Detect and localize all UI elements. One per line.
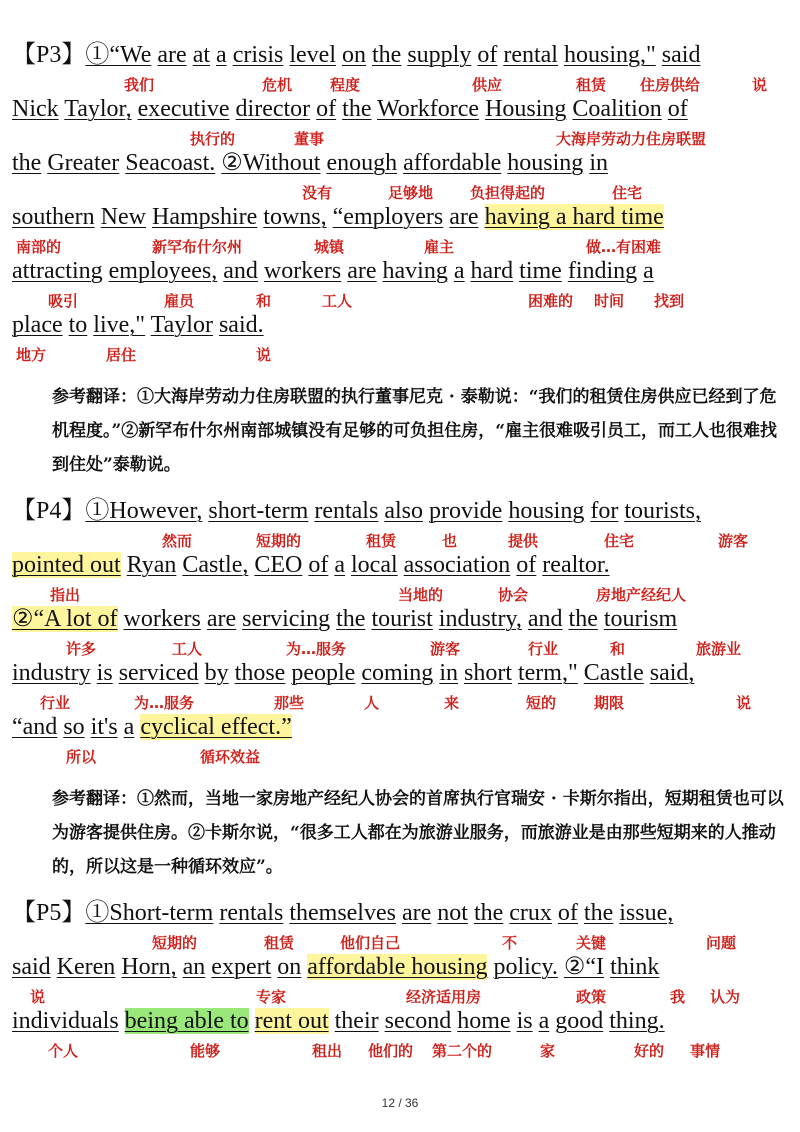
word: level bbox=[289, 42, 336, 68]
gloss: 雇员 bbox=[164, 292, 195, 310]
gloss: 政策 bbox=[576, 988, 607, 1006]
p5-gloss-2 bbox=[0, 986, 800, 1008]
word: is bbox=[96, 660, 113, 686]
p4-gloss-3 bbox=[0, 638, 800, 660]
gloss: 说 bbox=[256, 346, 272, 364]
word: issue, bbox=[619, 900, 674, 926]
word: and bbox=[223, 258, 258, 284]
word: for bbox=[590, 498, 619, 524]
highlighted-phrase: pointed out bbox=[12, 552, 121, 578]
word: in bbox=[589, 150, 608, 176]
word: short-term bbox=[208, 498, 309, 524]
translation-label: 参考翻译： bbox=[52, 789, 137, 809]
gloss: 城镇 bbox=[314, 238, 345, 256]
gloss: 新罕布什尔州 bbox=[152, 238, 243, 256]
gloss: 吸引 bbox=[48, 292, 79, 310]
word: crux bbox=[509, 900, 552, 926]
p5-gloss-3 bbox=[0, 1040, 800, 1062]
word: the bbox=[12, 150, 42, 176]
gloss: 许多 bbox=[66, 640, 97, 658]
word: a bbox=[643, 258, 654, 284]
word: policy. bbox=[493, 954, 558, 980]
word: place bbox=[12, 312, 63, 338]
word: the bbox=[583, 900, 614, 926]
p4-line-2 bbox=[12, 550, 610, 580]
word: on bbox=[277, 954, 302, 980]
word: ①“We bbox=[85, 42, 152, 68]
word: also bbox=[384, 498, 423, 524]
gloss: 旅游业 bbox=[696, 640, 742, 658]
word: a bbox=[216, 42, 227, 68]
gloss: 和 bbox=[256, 292, 272, 310]
gloss: 南部的 bbox=[16, 238, 62, 256]
gloss: 好的 bbox=[634, 1042, 665, 1060]
word: New bbox=[100, 204, 146, 230]
gloss: 所以 bbox=[66, 748, 97, 766]
word: the bbox=[568, 606, 598, 632]
p3-gloss-2 bbox=[0, 128, 800, 150]
gloss: 期限 bbox=[594, 694, 625, 712]
word: housing bbox=[507, 150, 584, 176]
gloss: 危机 bbox=[262, 76, 293, 94]
gloss: 协会 bbox=[498, 586, 529, 604]
word: Coalition bbox=[572, 96, 662, 122]
word: local bbox=[351, 552, 398, 578]
para-marker-p3: 【P3】 bbox=[12, 42, 86, 68]
gloss: 工人 bbox=[172, 640, 203, 658]
gloss: 短期的 bbox=[256, 532, 302, 550]
word: Seacoast. bbox=[125, 150, 216, 176]
word: workers bbox=[123, 606, 201, 632]
gloss: 困难的 bbox=[528, 292, 574, 310]
word: finding bbox=[567, 258, 638, 284]
gloss: 为…服务 bbox=[134, 694, 195, 712]
gloss: 家 bbox=[540, 1042, 556, 1060]
p3-translation bbox=[12, 380, 788, 482]
word: of bbox=[667, 96, 688, 122]
gloss: 说 bbox=[752, 76, 768, 94]
word: of bbox=[557, 900, 578, 926]
p5-gloss-1 bbox=[0, 932, 800, 954]
word: think bbox=[610, 954, 660, 980]
word: second bbox=[384, 1008, 452, 1034]
word: expert bbox=[211, 954, 272, 980]
word: people bbox=[291, 660, 356, 686]
word: term," bbox=[517, 660, 578, 686]
word: it's bbox=[90, 714, 118, 740]
p5-line-3 bbox=[12, 1006, 665, 1036]
word: “employers bbox=[332, 204, 444, 230]
word: servicing bbox=[242, 606, 331, 632]
word: the bbox=[473, 900, 504, 926]
gloss: 租赁 bbox=[264, 934, 295, 952]
word: an bbox=[182, 954, 206, 980]
translation-text: ①然而，当地一家房地产经纪人协会的首席执行官瑞安 · 卡斯尔指出，短期租赁也可以为游客提供住房。②卡斯尔说，“很多工人都在为旅游业服务，而旅游业是由那些短期来的人推动的，所以这是一种循环效应”。 bbox=[52, 789, 784, 877]
word: housing bbox=[508, 498, 585, 524]
para-marker-p5: 【P5】 bbox=[12, 900, 86, 926]
gloss: 认为 bbox=[710, 988, 741, 1006]
p3-gloss-6 bbox=[0, 344, 800, 366]
gloss: 经济适用房 bbox=[406, 988, 482, 1006]
p4-line-5 bbox=[12, 712, 292, 742]
word: coming bbox=[361, 660, 434, 686]
gloss: 他们自己 bbox=[340, 934, 401, 952]
highlighted-phrase: affordable housing bbox=[307, 954, 488, 980]
word: is bbox=[516, 1008, 533, 1034]
word: their bbox=[334, 1008, 379, 1034]
word: are bbox=[157, 42, 187, 68]
word: affordable bbox=[403, 150, 502, 176]
gloss: 问题 bbox=[706, 934, 737, 952]
p3-gloss-1 bbox=[0, 74, 800, 96]
highlighted-phrase: ②“A lot of bbox=[12, 606, 118, 632]
word: industry, bbox=[438, 606, 522, 632]
word: Keren bbox=[56, 954, 116, 980]
p5-line-1 bbox=[12, 898, 673, 928]
word: of bbox=[316, 96, 337, 122]
word: time bbox=[519, 258, 562, 284]
gloss: 指出 bbox=[50, 586, 81, 604]
p3-gloss-5 bbox=[0, 290, 800, 312]
gloss: 房地产经纪人 bbox=[596, 586, 687, 604]
word: Castle bbox=[583, 660, 644, 686]
word: executive bbox=[137, 96, 230, 122]
word: Workforce bbox=[377, 96, 480, 122]
gloss: 第二个的 bbox=[432, 1042, 493, 1060]
word: a bbox=[538, 1008, 550, 1034]
word: Nick bbox=[12, 96, 59, 122]
p3-gloss-3 bbox=[0, 182, 800, 204]
p3-line-2 bbox=[12, 94, 688, 124]
gloss: 人 bbox=[364, 694, 380, 712]
word: housing," bbox=[563, 42, 656, 68]
p3-line-4 bbox=[12, 202, 664, 232]
word: so bbox=[63, 714, 85, 740]
gloss: 工人 bbox=[322, 292, 353, 310]
highlighted-phrase: cyclical effect.” bbox=[140, 714, 292, 740]
p4-line-3 bbox=[12, 604, 677, 634]
word: serviced bbox=[118, 660, 199, 686]
para-marker-p4: 【P4】 bbox=[12, 498, 86, 524]
word: of bbox=[516, 552, 537, 578]
gloss: 他们的 bbox=[368, 1042, 414, 1060]
word: and bbox=[527, 606, 563, 632]
word: are bbox=[347, 258, 377, 284]
word: ②Without bbox=[221, 150, 321, 176]
gloss: 能够 bbox=[190, 1042, 221, 1060]
gloss: 雇主 bbox=[424, 238, 455, 256]
word: provide bbox=[429, 498, 503, 524]
gloss: 提供 bbox=[508, 532, 539, 550]
gloss: 说 bbox=[736, 694, 752, 712]
word: Greater bbox=[47, 150, 120, 176]
gloss: 循环效益 bbox=[200, 748, 261, 766]
gloss: 供应 bbox=[472, 76, 503, 94]
word: at bbox=[192, 42, 211, 68]
word: Taylor, bbox=[64, 96, 132, 122]
gloss: 程度 bbox=[330, 76, 361, 94]
word: ②“I bbox=[563, 954, 605, 980]
word: Horn, bbox=[121, 954, 177, 980]
p4-gloss-2 bbox=[0, 584, 800, 606]
word: on bbox=[342, 42, 366, 68]
page-number: 12 / 36 bbox=[381, 1096, 419, 1110]
word: Taylor bbox=[150, 312, 213, 338]
word: the bbox=[336, 606, 366, 632]
word: Castle, bbox=[182, 552, 249, 578]
highlighted-phrase-green: being able to bbox=[124, 1008, 249, 1034]
p3-line-3 bbox=[12, 148, 608, 178]
gloss: 足够地 bbox=[388, 184, 434, 202]
gloss: 大海岸劳动力住房联盟 bbox=[556, 130, 707, 148]
gloss: 找到 bbox=[654, 292, 685, 310]
word: said, bbox=[649, 660, 695, 686]
p4-translation bbox=[12, 782, 788, 884]
gloss: 负担得起的 bbox=[470, 184, 546, 202]
word: themselves bbox=[289, 900, 396, 926]
p4-gloss-4 bbox=[0, 692, 800, 714]
word: realtor. bbox=[542, 552, 610, 578]
p4-gloss-5 bbox=[0, 746, 800, 768]
word: CEO bbox=[254, 552, 303, 578]
gloss: 游客 bbox=[718, 532, 749, 550]
word: said. bbox=[218, 312, 264, 338]
gloss: 和 bbox=[610, 640, 626, 658]
gloss: 执行的 bbox=[190, 130, 236, 148]
gloss: 做…有困难 bbox=[586, 238, 662, 256]
gloss: 我 bbox=[670, 988, 686, 1006]
gloss: 关键 bbox=[576, 934, 607, 952]
word: in bbox=[439, 660, 458, 686]
gloss: 住宅 bbox=[604, 532, 635, 550]
word: towns, bbox=[263, 204, 327, 230]
word: tourist bbox=[371, 606, 433, 632]
gloss: 游客 bbox=[430, 640, 461, 658]
word: enough bbox=[326, 150, 398, 176]
word: a bbox=[123, 714, 135, 740]
word: good bbox=[555, 1008, 604, 1034]
p3-line-5 bbox=[12, 256, 654, 286]
gloss: 我们 bbox=[124, 76, 155, 94]
gloss: 租赁 bbox=[576, 76, 607, 94]
highlighted-phrase: rent out bbox=[254, 1008, 329, 1034]
gloss: 居住 bbox=[106, 346, 137, 364]
p4-line-1 bbox=[12, 496, 701, 526]
gloss: 当地的 bbox=[398, 586, 444, 604]
gloss: 住房供给 bbox=[640, 76, 701, 94]
word: rental bbox=[503, 42, 558, 68]
highlighted-phrase: having a hard time bbox=[484, 204, 664, 230]
word: employees, bbox=[108, 258, 218, 284]
word: are bbox=[449, 204, 479, 230]
word: Housing bbox=[485, 96, 567, 122]
gloss: 时间 bbox=[594, 292, 625, 310]
word: individuals bbox=[12, 1008, 119, 1034]
gloss: 没有 bbox=[302, 184, 333, 202]
gloss: 说 bbox=[30, 988, 46, 1006]
translation-label: 参考翻译： bbox=[52, 387, 137, 407]
word: director bbox=[235, 96, 311, 122]
word: are bbox=[206, 606, 237, 632]
translation-text: ①大海岸劳动力住房联盟的执行董事尼克 · 泰勒说：“我们的租赁住房供应已经到了危机程度。”②新罕布什尔州南部城镇没有足够的可负担住房，“雇主很难吸引员工，而工人也很难找到住处”泰勒说。 bbox=[52, 387, 778, 475]
p4-line-4 bbox=[12, 658, 694, 688]
gloss: 短的 bbox=[526, 694, 557, 712]
word: ①However, bbox=[85, 498, 203, 524]
gloss: 短期的 bbox=[152, 934, 198, 952]
word: those bbox=[234, 660, 286, 686]
gloss: 那些 bbox=[274, 694, 305, 712]
gloss: 然而 bbox=[162, 532, 193, 550]
gloss: 董事 bbox=[294, 130, 325, 148]
gloss: 住宅 bbox=[612, 184, 643, 202]
p5-line-2 bbox=[12, 952, 659, 982]
word: to bbox=[68, 312, 88, 338]
gloss: 租出 bbox=[312, 1042, 343, 1060]
word: not bbox=[437, 900, 468, 926]
word: supply bbox=[407, 42, 472, 68]
word: live," bbox=[93, 312, 146, 338]
word: workers bbox=[263, 258, 342, 284]
word: short bbox=[463, 660, 512, 686]
word: attracting bbox=[12, 258, 103, 284]
word: of bbox=[477, 42, 498, 68]
word: the bbox=[372, 42, 402, 68]
word: tourists, bbox=[624, 498, 701, 524]
gloss: 不 bbox=[502, 934, 518, 952]
gloss: 个人 bbox=[48, 1042, 79, 1060]
word: hard bbox=[470, 258, 514, 284]
word: by bbox=[204, 660, 229, 686]
word: Ryan bbox=[126, 552, 177, 578]
gloss: 行业 bbox=[528, 640, 559, 658]
word: a bbox=[334, 552, 346, 578]
gloss: 租赁 bbox=[366, 532, 397, 550]
word: said bbox=[12, 954, 51, 980]
word: crisis bbox=[232, 42, 284, 68]
word: of bbox=[308, 552, 329, 578]
p3-gloss-4 bbox=[0, 236, 800, 258]
word: home bbox=[457, 1008, 511, 1034]
word: having bbox=[382, 258, 448, 284]
word: southern bbox=[12, 204, 95, 230]
gloss: 为…服务 bbox=[286, 640, 347, 658]
word: are bbox=[401, 900, 432, 926]
word: Hampshire bbox=[151, 204, 258, 230]
word: thing. bbox=[609, 1008, 665, 1034]
gloss: 事情 bbox=[690, 1042, 721, 1060]
word: the bbox=[342, 96, 372, 122]
word: rentals bbox=[314, 498, 379, 524]
gloss: 也 bbox=[442, 532, 458, 550]
gloss: 专家 bbox=[256, 988, 287, 1006]
word: industry bbox=[12, 660, 91, 686]
p3-line-1 bbox=[12, 40, 700, 70]
word: said bbox=[661, 42, 701, 68]
gloss: 来 bbox=[444, 694, 460, 712]
p4-gloss-1 bbox=[0, 530, 800, 552]
gloss: 行业 bbox=[40, 694, 71, 712]
gloss: 地方 bbox=[16, 346, 47, 364]
word: association bbox=[403, 552, 511, 578]
word: a bbox=[453, 258, 465, 284]
word: rentals bbox=[219, 900, 284, 926]
word: “and bbox=[12, 714, 58, 740]
word: ①Short-term bbox=[85, 900, 214, 926]
p3-line-6 bbox=[12, 310, 264, 340]
word: tourism bbox=[603, 606, 678, 632]
